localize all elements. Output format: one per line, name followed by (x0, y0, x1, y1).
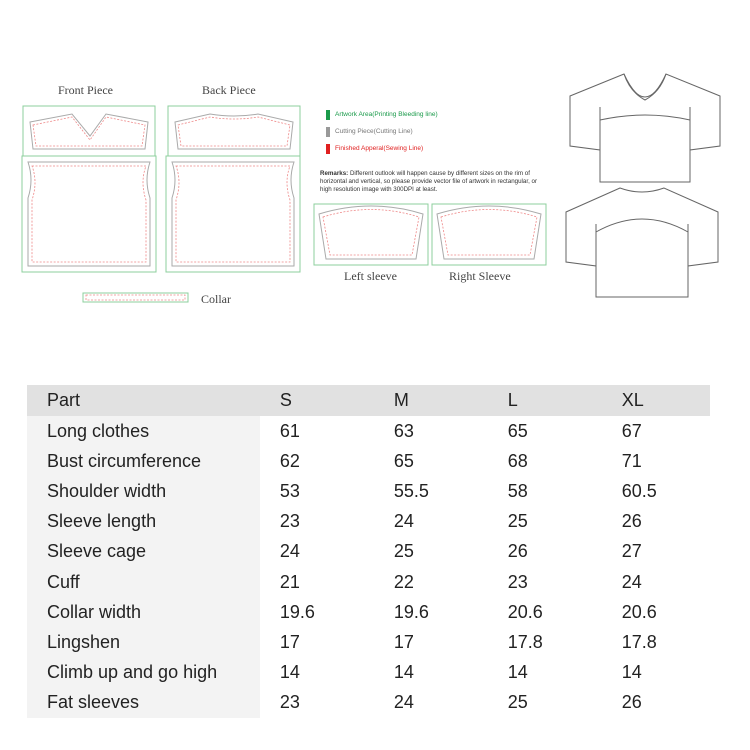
red-swatch-icon (326, 144, 330, 154)
cell-value: 14 (507, 662, 528, 683)
cell-value: 58 (507, 480, 528, 501)
cell-part: Shoulder width (27, 476, 260, 506)
jersey-front-illustration (570, 74, 720, 182)
front-piece-label: Front Piece (58, 83, 113, 97)
cell-value: 62 (279, 450, 300, 471)
cell-value: 25 (507, 692, 528, 713)
cell-value: 14 (621, 662, 642, 683)
table-row (27, 567, 710, 597)
right-sleeve-piece (432, 204, 546, 265)
cell-value: 17.8 (507, 631, 543, 652)
green-swatch-icon (326, 110, 330, 120)
cell-part: Sleeve cage (27, 537, 260, 567)
cell-value: 21 (279, 571, 300, 592)
table-row (27, 627, 710, 657)
front-body-piece (22, 156, 156, 272)
table-row (27, 507, 710, 537)
legend-label: Artwork Area(Printing Bleeding line) (335, 111, 438, 118)
collar-label: Collar (201, 292, 231, 306)
jersey-back-illustration (566, 188, 718, 297)
column-header-l: L (508, 385, 622, 416)
cell-value: 63 (393, 420, 414, 441)
legend-label: Finished Apperal(Sewing Line) (335, 145, 424, 152)
cell-value: 24 (393, 511, 414, 532)
cell-value: 20.6 (507, 601, 543, 622)
table-row (27, 688, 710, 718)
column-header-xl: XL (622, 385, 710, 416)
cell-value: 22 (393, 571, 414, 592)
cell-value: 25 (507, 511, 528, 532)
cell-value: 17 (279, 631, 300, 652)
pattern-diagram (0, 0, 750, 340)
table-row (27, 658, 710, 688)
remarks-note (320, 170, 542, 195)
cell-part: Sleeve length (27, 507, 260, 537)
gray-swatch-icon (326, 127, 330, 137)
back-piece-label: Back Piece (202, 83, 256, 97)
cell-value: 23 (279, 511, 300, 532)
cell-value: 19.6 (279, 601, 315, 622)
cell-value: 14 (393, 662, 414, 683)
cell-value: 17.8 (621, 631, 657, 652)
back-yoke-piece (168, 106, 300, 156)
cell-value: 23 (279, 692, 300, 713)
left-sleeve-piece (314, 204, 428, 265)
table-row (27, 537, 710, 567)
right-sleeve-label: Right Sleeve (449, 269, 511, 283)
cell-value: 26 (621, 511, 642, 532)
cell-value: 26 (507, 541, 528, 562)
cell-value: 67 (621, 420, 642, 441)
cell-value: 65 (393, 450, 414, 471)
cell-value: 61 (279, 420, 300, 441)
cell-value: 26 (621, 692, 642, 713)
back-body-piece (166, 156, 300, 272)
cell-part: Cuff (27, 567, 260, 597)
cell-value: 68 (507, 450, 528, 471)
remarks-title: Remarks: (320, 170, 349, 177)
column-header-s: S (260, 385, 394, 416)
cell-value: 25 (393, 541, 414, 562)
cell-part: Long clothes (27, 416, 260, 446)
cell-value: 17 (393, 631, 414, 652)
size-chart-table (27, 385, 710, 718)
cell-part: Bust circumference (27, 446, 260, 476)
cell-value: 20.6 (621, 601, 657, 622)
cell-value: 60.5 (621, 480, 657, 501)
cell-part: Fat sleeves (27, 688, 260, 718)
table-row (27, 446, 710, 476)
column-header-m: M (394, 385, 508, 416)
cell-part: Collar width (27, 597, 260, 627)
table-row (27, 597, 710, 627)
cell-part: Climb up and go high (27, 658, 260, 688)
cell-value: 71 (621, 450, 642, 471)
pattern-legend (326, 106, 438, 157)
cell-value: 24 (393, 692, 414, 713)
cell-value: 23 (507, 571, 528, 592)
cell-value: 19.6 (393, 601, 429, 622)
table-row (27, 416, 710, 446)
collar-piece (83, 293, 188, 302)
front-yoke-piece (23, 106, 155, 156)
left-sleeve-label: Left sleeve (344, 269, 397, 283)
column-header-part: Part (27, 385, 260, 416)
legend-item-artwork-area (326, 106, 438, 123)
cell-value: 24 (621, 571, 642, 592)
remarks-text: Different outlook will happen cause by different sizes on the rim of horizontal and vertical, so please provide vector file of artwork in rectangular, or high resolution image with 300DPI at least. (320, 170, 538, 194)
cell-value: 24 (279, 541, 300, 562)
table-row (27, 476, 710, 506)
cell-value: 53 (279, 480, 300, 501)
legend-item-cutting-piece (326, 123, 438, 140)
legend-label: Cutting Piece(Cutting Line) (335, 128, 413, 135)
cell-value: 65 (507, 420, 528, 441)
table-header-row (27, 385, 710, 416)
cell-value: 14 (279, 662, 300, 683)
cell-value: 55.5 (393, 480, 429, 501)
legend-item-finished-apperal (326, 140, 438, 157)
cell-part: Lingshen (27, 627, 260, 657)
cell-value: 27 (621, 541, 642, 562)
